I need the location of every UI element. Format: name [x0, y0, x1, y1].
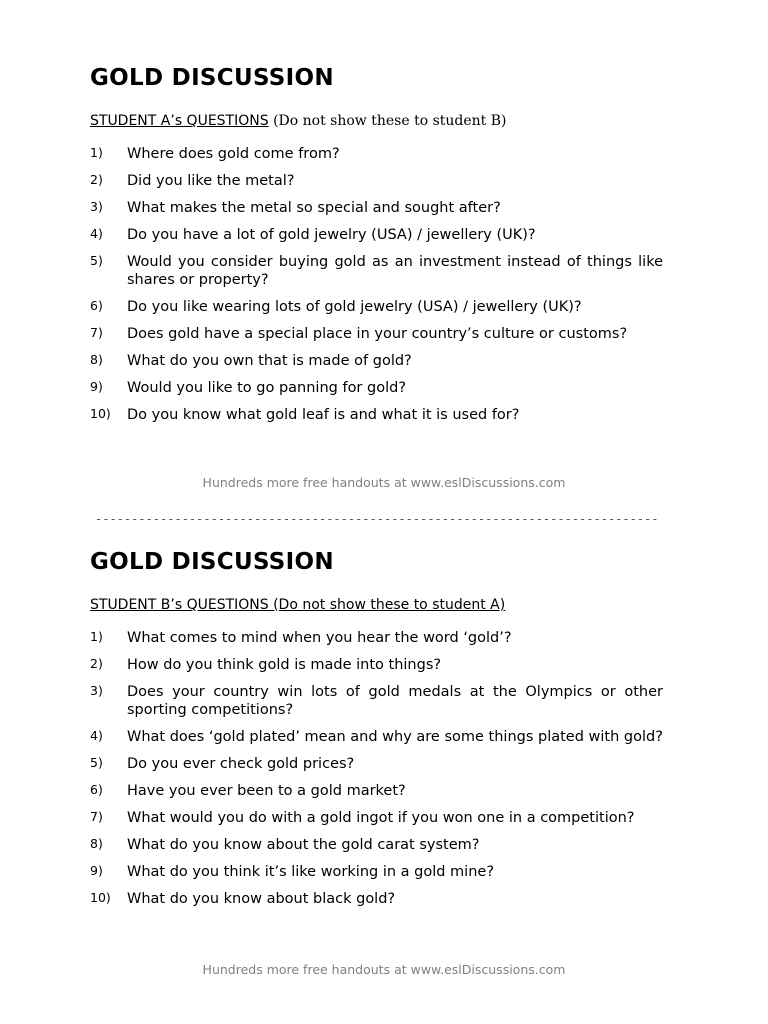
question-text: What makes the metal so special and sought after? — [127, 200, 501, 216]
question-item — [90, 683, 663, 719]
question-text: Would you like to go panning for gold? — [127, 380, 407, 396]
question-number: 3) — [90, 683, 103, 698]
page-title: GOLD DISCUSSION — [90, 65, 334, 91]
section-student-b — [90, 546, 663, 917]
question-number: 4) — [90, 226, 103, 241]
question-number: 4) — [90, 728, 103, 743]
question-number: 2) — [90, 656, 103, 671]
question-text: What comes to mind when you hear the word ‘gold’? — [127, 630, 512, 646]
question-number: 2) — [90, 172, 103, 187]
student-b-question-list — [90, 629, 663, 908]
question-text: Do you ever check gold prices? — [127, 756, 355, 772]
question-item — [90, 379, 663, 397]
question-text: Does gold have a special place in your country’s culture or customs? — [127, 326, 628, 342]
question-text: What do you think it’s like working in a gold mine? — [127, 864, 495, 880]
question-text: Have you ever been to a gold market? — [127, 783, 406, 799]
question-item — [90, 863, 663, 881]
question-item — [90, 809, 663, 827]
question-number: 6) — [90, 298, 103, 313]
question-text: What do you know about the gold carat system? — [127, 837, 480, 853]
question-item — [90, 782, 663, 800]
question-item — [90, 836, 663, 854]
section-student-a — [90, 62, 663, 433]
question-item — [90, 172, 663, 190]
student-b-label: STUDENT B’s QUESTIONS (Do not show these to student A) — [90, 597, 506, 613]
question-text: Do you have a lot of gold jewelry (USA) / jewellery (UK)? — [127, 227, 536, 243]
question-number: 1) — [90, 145, 103, 160]
question-number: 9) — [90, 379, 103, 394]
question-item — [90, 226, 663, 244]
question-number: 10) — [90, 890, 111, 905]
question-number: 8) — [90, 352, 103, 367]
question-text: What does ‘gold plated’ mean and why are some things plated with gold? — [127, 729, 663, 745]
cut-line-divider: ------------------------------------------------------------------------------ — [95, 512, 659, 526]
question-number: 5) — [90, 755, 103, 770]
question-text: Does your country win lots of gold medals at the Olympics or other sporting competitions? — [127, 684, 663, 718]
question-text: How do you think gold is made into things? — [127, 657, 442, 673]
question-number: 7) — [90, 325, 103, 340]
student-a-subheading — [90, 112, 663, 130]
footer-link-text: Hundreds more free handouts at www.eslDiscussions.com — [202, 962, 566, 977]
question-text: Do you know what gold leaf is and what it is used for? — [127, 407, 520, 423]
question-item — [90, 406, 663, 424]
question-item — [90, 199, 663, 217]
question-item — [90, 890, 663, 908]
question-item — [90, 145, 663, 163]
question-number: 10) — [90, 406, 111, 421]
student-a-label: STUDENT A’s QUESTIONS — [90, 113, 269, 129]
question-number: 8) — [90, 836, 103, 851]
question-text: What would you do with a gold ingot if you won one in a competition? — [127, 810, 635, 826]
question-text: Where does gold come from? — [127, 146, 340, 162]
question-number: 6) — [90, 782, 103, 797]
question-text: What do you own that is made of gold? — [127, 353, 412, 369]
question-item — [90, 728, 663, 746]
question-item — [90, 253, 663, 289]
question-item — [90, 325, 663, 343]
question-number: 1) — [90, 629, 103, 644]
question-number: 5) — [90, 253, 103, 268]
question-number: 3) — [90, 199, 103, 214]
footer-link-text: Hundreds more free handouts at www.eslDiscussions.com — [202, 475, 566, 490]
page-title: GOLD DISCUSSION — [90, 549, 334, 575]
question-item — [90, 629, 663, 647]
question-text: Did you like the metal? — [127, 173, 295, 189]
question-item — [90, 298, 663, 316]
question-text: Do you like wearing lots of gold jewelry (USA) / jewellery (UK)? — [127, 299, 582, 315]
student-a-question-list — [90, 145, 663, 424]
question-item — [90, 656, 663, 674]
question-text: What do you know about black gold? — [127, 891, 396, 907]
question-item — [90, 352, 663, 370]
question-text: Would you consider buying gold as an investment instead of things like shares or property? — [127, 254, 663, 288]
question-item — [90, 755, 663, 773]
student-a-note: (Do not show these to student B) — [268, 113, 507, 129]
question-number: 7) — [90, 809, 103, 824]
question-number: 9) — [90, 863, 103, 878]
student-b-subheading — [90, 596, 663, 614]
